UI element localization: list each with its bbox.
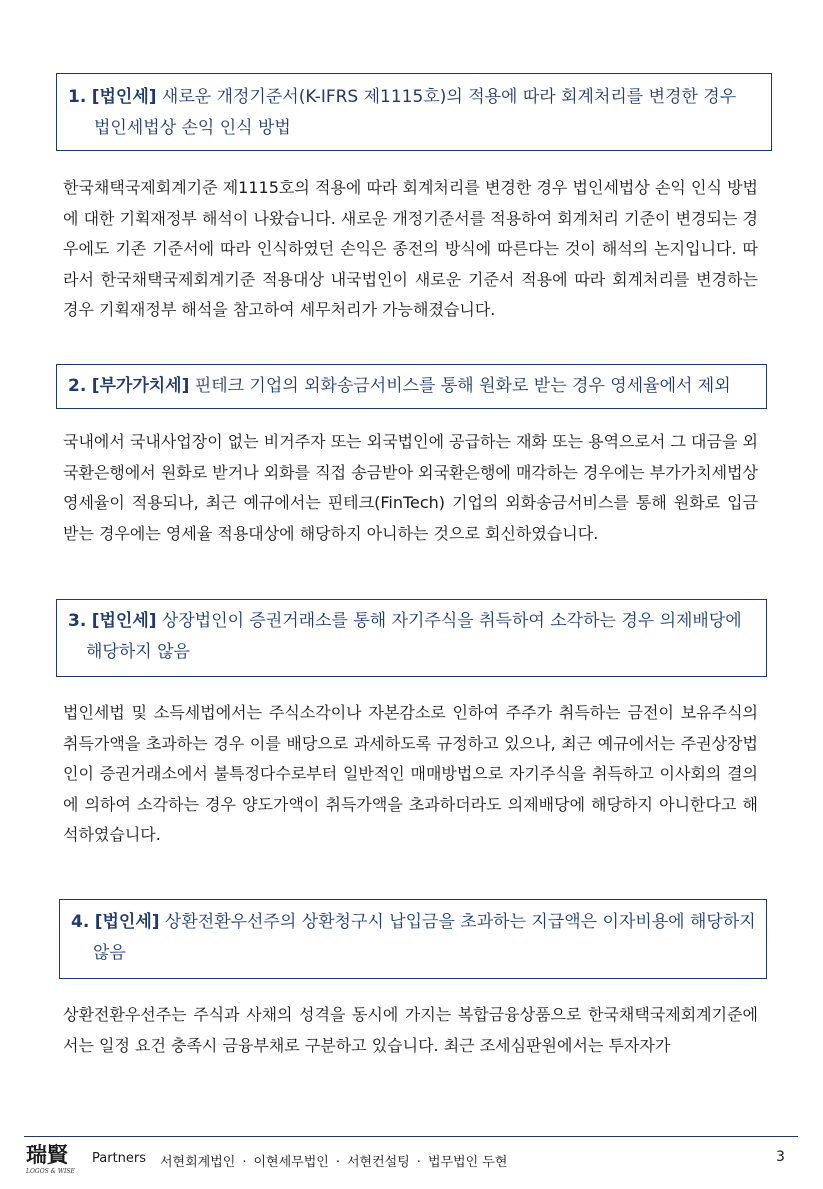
footer-firm: 서현컨설팅 xyxy=(347,1155,410,1170)
section-4-tag: [법인세] xyxy=(94,912,160,932)
logo-subtitle: LOGOS & WISE xyxy=(26,1168,75,1175)
logo-characters: 瑞賢 xyxy=(26,1142,68,1167)
section-3-tag: [법인세] xyxy=(91,611,157,631)
section-2-title-line1: 핀테크 기업의 외화송금서비스를 통해 원화로 받는 경우 영세율에서 제외 xyxy=(194,376,731,396)
section-2-heading xyxy=(56,364,767,409)
footer-firm-list xyxy=(160,1151,507,1170)
section-1-heading xyxy=(56,73,772,151)
section-4-heading xyxy=(59,899,767,979)
footer-firm: 서현회계법인 xyxy=(160,1155,236,1170)
footer-divider xyxy=(24,1136,798,1137)
section-1-title-line1: 새로운 개정기준서(K-IFRS 제1115호)의 적용에 따라 회계처리를 변경한 경우 xyxy=(161,87,737,107)
section-3-number: 3. xyxy=(68,611,87,631)
section-3-body: 법인세법 및 소득세법에서는 주식소각이나 자본감소로 인하여 주주가 취득하는 금전이 보유주식의 취득가액을 초과하는 경우 이를 배당으로 과세하도록 규정하고 있으나, 최근 예규에서는 주권상장법인이 증권거래소에서 불특정다수로부터 일반적인 매매방법으로 자기주식을 취득하고 이사회의 결의에 의하여 소각하는 경우 양도가액이 취득가액을 초과하더라도 의제배당에 해당하지 아니한다고 해석하였습니다. xyxy=(63,703,758,845)
footer-separator: · xyxy=(416,1155,421,1170)
section-2-tag: [부가가치세] xyxy=(91,376,190,396)
section-4-title-line2: 않음 xyxy=(93,943,126,963)
footer-separator: · xyxy=(335,1155,340,1170)
section-1-body: 한국채택국제회계기준 제1115호의 적용에 따라 회계처리를 변경한 경우 법인세법상 손익 인식 방법에 대한 기획재정부 해석이 나왔습니다. 새로운 개정기준서를 적용하여 회계처리 기준이 변경되는 경우에도 기존 기준서에 따라 인식하였던 손익은 종전의 방식에 따른다는 것이 해석의 논지입니다. 따라서 한국채택국제회계기준 적용대상 내국법인이 새로운 기준서 적용에 따라 회계처리를 변경하는 경우 기획재정부 해석을 참고하여 세무처리가 가능해졌습니다. xyxy=(63,178,758,320)
footer-separator: · xyxy=(242,1155,247,1170)
section-1-number: 1. xyxy=(68,87,87,107)
section-3-heading xyxy=(56,599,767,677)
section-3-title-line1: 상장법인이 증권거래소를 통해 자기주식을 취득하여 소각하는 경우 의제배당에 xyxy=(161,611,742,631)
section-1-title-line2: 법인세법상 손익 인식 방법 xyxy=(94,118,291,138)
section-2-number: 2. xyxy=(68,376,87,396)
section-2-body: 국내에서 국내사업장이 없는 비거주자 또는 외국법인에 공급하는 재화 또는 용역으로서 그 대금을 외국환은행에서 원화로 받거나 외화를 직접 송금받아 외국환은행에 매각하는 경우에는 부가가치세법상 영세율이 적용되나, 최근 예규에서는 핀테크(FinTech) 기업의 외화송금서비스를 통해 원화로 입금 받는 경우에는 영세율 적용대상에 해당하지 아니하는 것으로 회신하였습니다. xyxy=(63,432,758,543)
section-4-title-line1: 상환전환우선주의 상환청구시 납입금을 초과하는 지급액은 이자비용에 해당하지 xyxy=(164,912,756,932)
company-logo xyxy=(26,1143,82,1183)
section-3-title-line2: 해당하지 않음 xyxy=(86,642,190,662)
page-number: 3 xyxy=(776,1149,785,1165)
footer-firm: 법무법인 두현 xyxy=(427,1155,508,1170)
section-4-number: 4. xyxy=(71,912,90,932)
footer-firm: 이현세무법인 xyxy=(253,1155,329,1170)
section-4-body: 상환전환우선주는 주식과 사채의 성격을 동시에 가지는 복합금융상품으로 한국채택국제회계기준에서는 일정 요건 충족시 금융부채로 구분하고 있습니다. 최근 조세심판원에서는 투자자가 xyxy=(63,1005,758,1055)
footer-partners-label: Partners xyxy=(92,1151,147,1166)
section-1-tag: [법인세] xyxy=(91,87,157,107)
